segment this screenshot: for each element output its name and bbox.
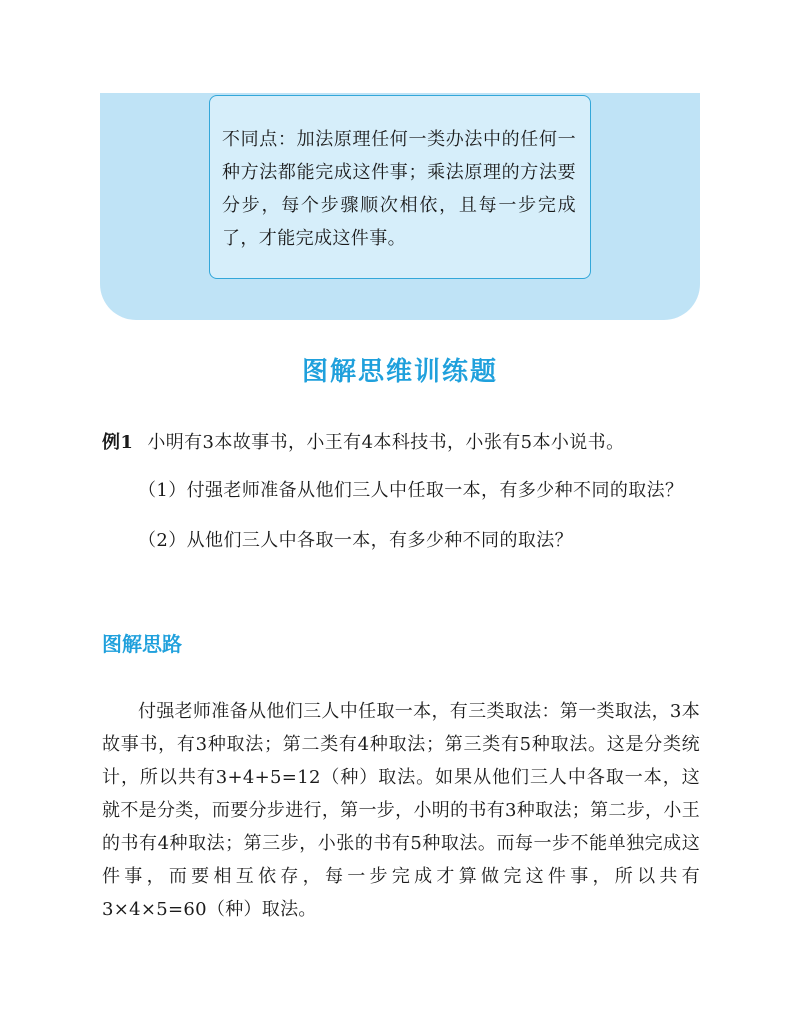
- question-1: （1）付强老师准备从他们三人中任取一本，有多少种不同的取法？: [138, 480, 684, 501]
- question-2: （2）从他们三人中各取一本，有多少种不同的取法？: [138, 530, 574, 551]
- callout-text: 不同点：加法原理任何一类办法中的任何一种方法都能完成这件事；乘法原理的方法要分步，每个步骤顺次相依，且每一步完成了，才能完成这件事。: [222, 129, 576, 249]
- example-statement-line: [102, 426, 700, 459]
- callout-box: [209, 95, 591, 279]
- example-statement: 小明有3本故事书，小王有4本科技书，小张有5本小说书。: [147, 432, 625, 453]
- solution-paragraph: 付强老师准备从他们三人中任取一本，有三类取法：第一类取法，3本故事书，有3种取法；第二类有4种取法；第三类有5种取法。这是分类统计，所以共有3+4+5=12（种）取法。如果从他们三人中各取一本，这就不是分类，而要分步进行，第一步，小明的书有3种取法；第二步，小王的书有4种取法；第三步，小张的书有5种取法。而每一步不能单独完成这件事，而要相互依存，每一步完成才算做完这件事，所以共有3×4×5=60（种）取法。: [102, 701, 700, 920]
- solution-heading: 图解思路: [102, 632, 182, 656]
- example-block: [102, 426, 700, 557]
- example-label: 例1: [102, 432, 134, 453]
- section-title: 图解思维训练题: [301, 357, 498, 387]
